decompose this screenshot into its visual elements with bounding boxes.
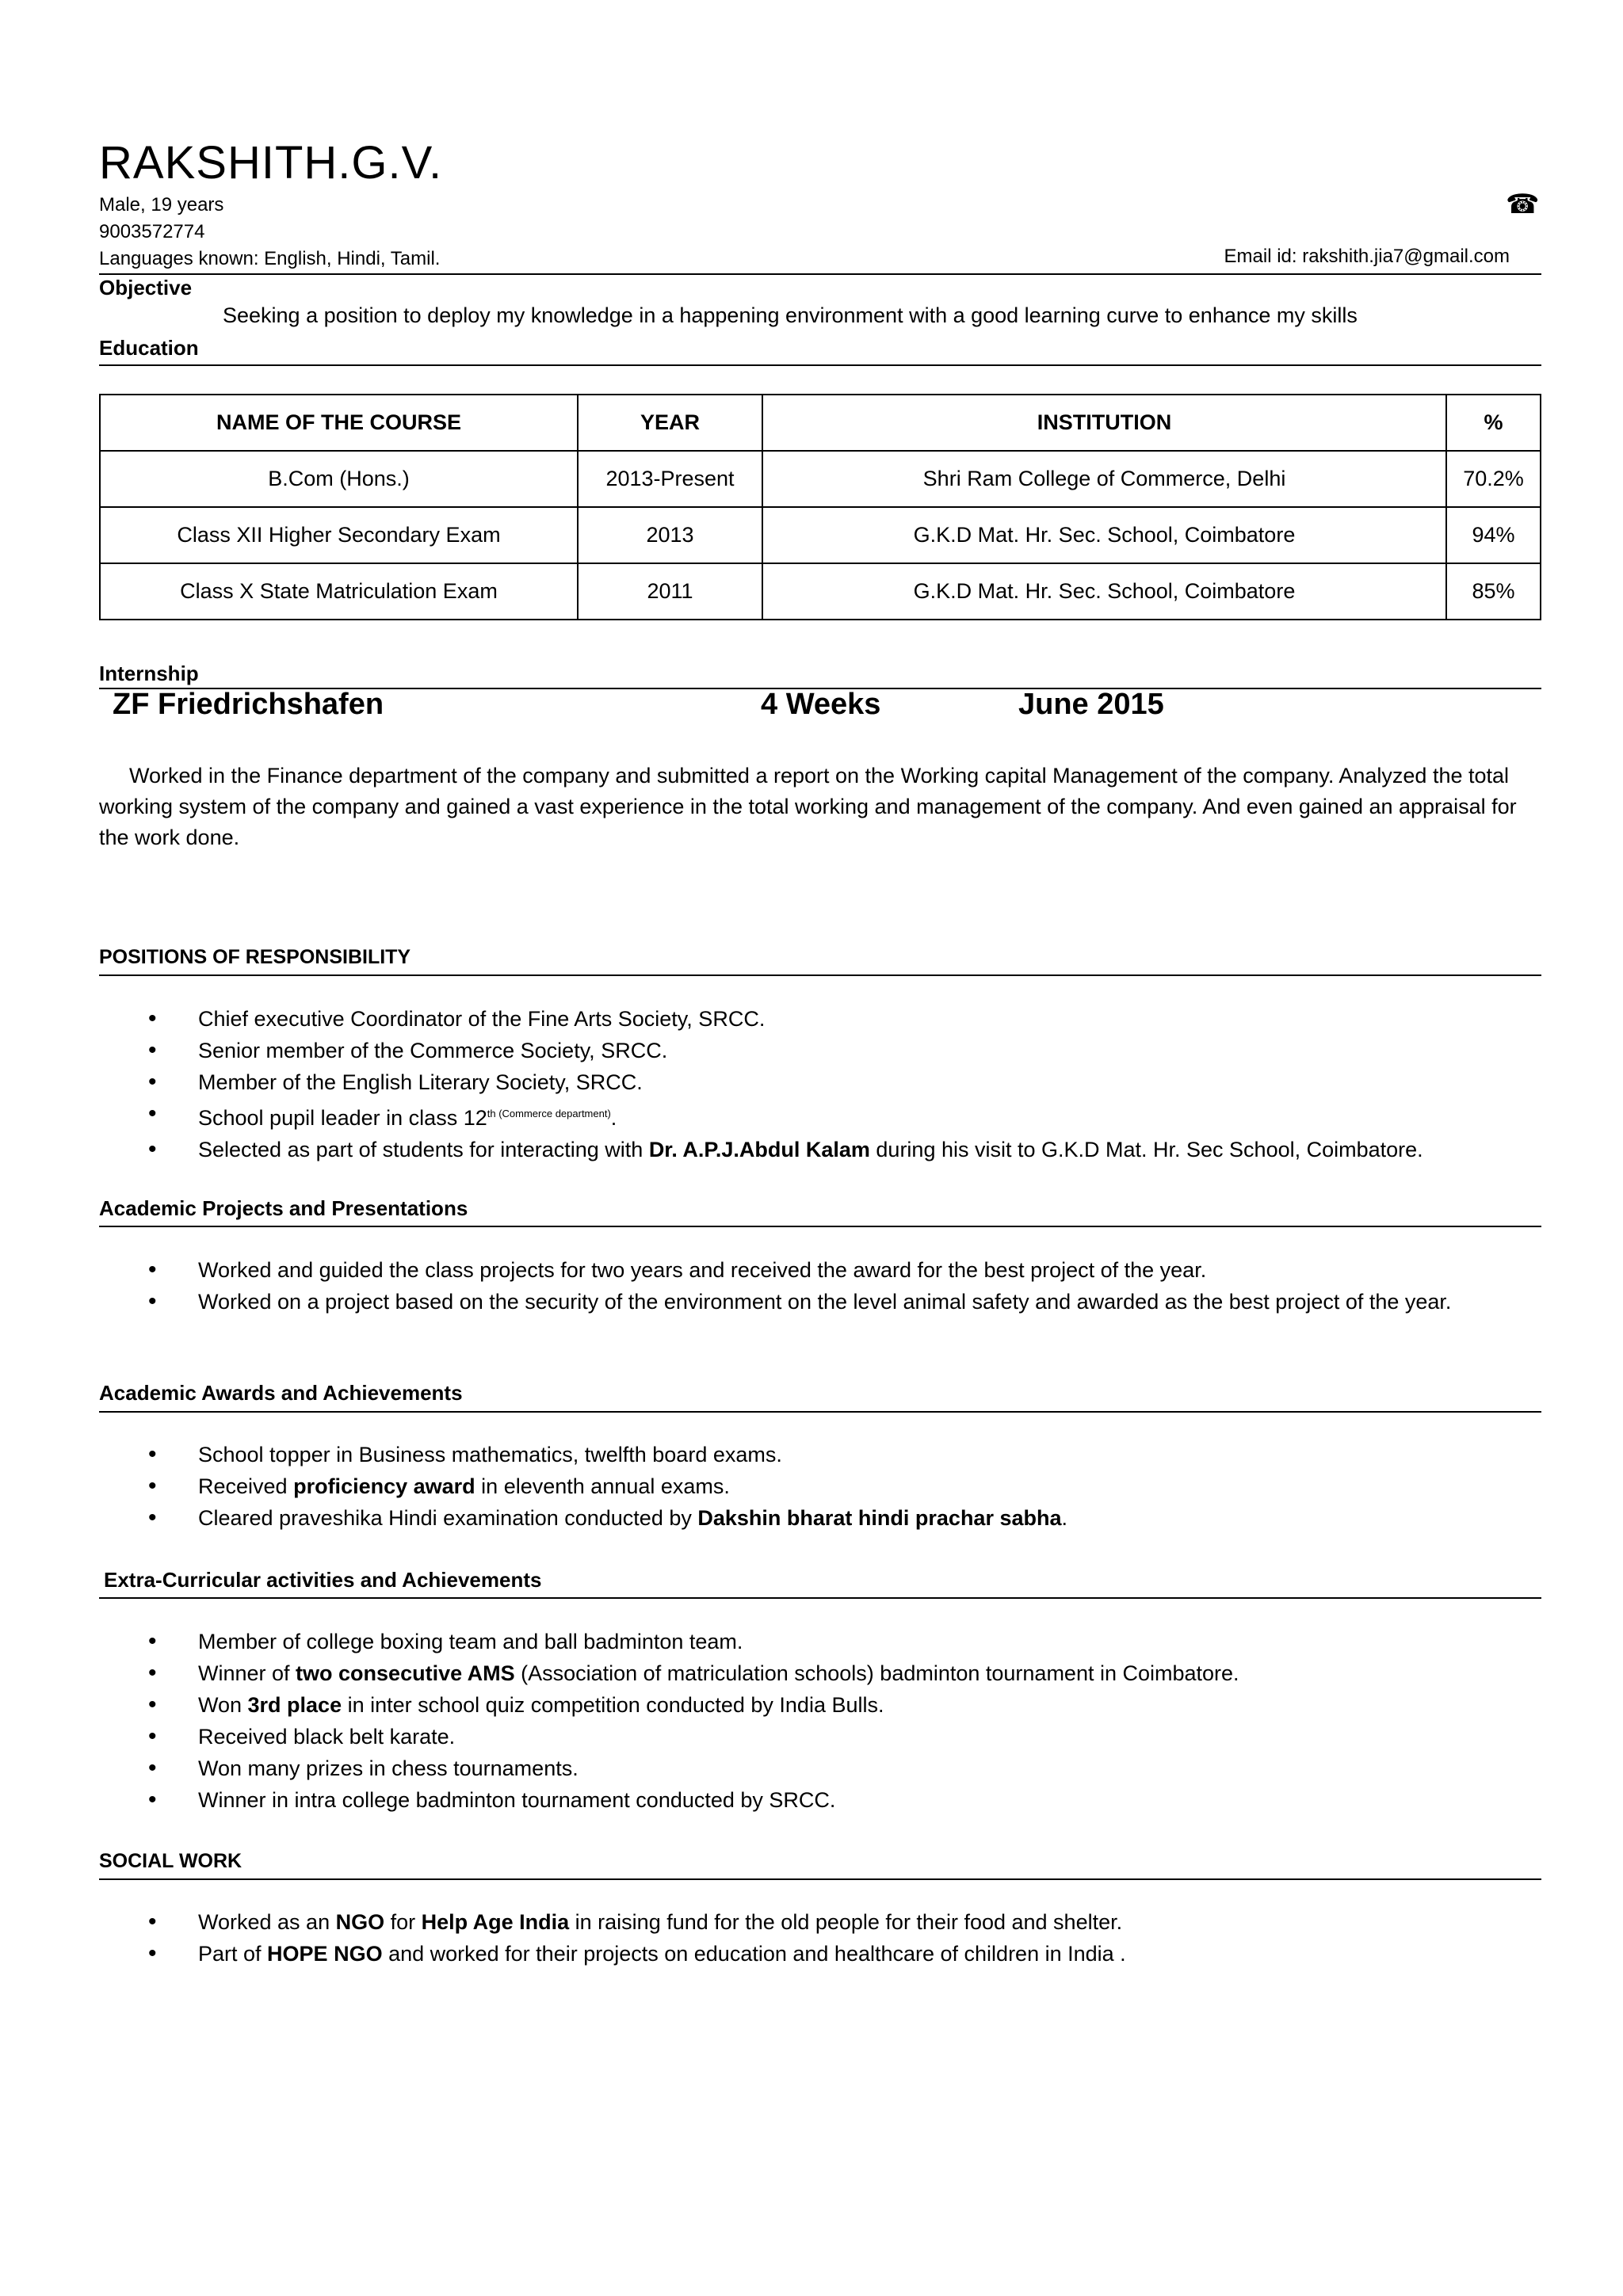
list-item: • Member of the English Literary Society, SRCC. [148,1069,643,1095]
divider [99,1411,1541,1413]
positions-list [99,1003,1533,1165]
phone-number: 9003572774 [99,221,205,242]
objective-heading: Objective [99,276,193,299]
list-item: • School pupil leader in class $12^{th (Commerce department)}$. [148,1100,617,1130]
awards-heading: Academic Awards and Achievements [99,1381,463,1405]
divider [99,974,1541,976]
list-item: • Winner of two consecutive AMS (Association of matriculation schools) badminton tournament in Coimbatore. [148,1660,1239,1686]
list-item: • Won 3rd place in inter school quiz competition conducted by India Bulls. [148,1691,884,1718]
table-cell: G.K.D Mat. Hr. Sec. School, Coimbatore [762,563,1446,620]
list-item: • Selected as part of students for interacting with Dr. A.P.J.Abdul Kalam during his visit to G.K.D Mat. Hr. Sec School, Coimbatore. [148,1136,1423,1162]
internship-description: Worked in the Finance department of the company and submitted a report on the Working capital Management of the company. Analyzed the total working system of the company and gained a vast experience in the total working and management of the company. And even gained an appraisal for the work done. [99,764,1517,849]
list-item: • Worked as an NGO for Help Age India in raising fund for the old people for their food and shelter. [148,1909,1123,1935]
list-item: • Received proficiency award in eleventh annual exams. [148,1473,730,1499]
awards-list [99,1439,1533,1534]
list-item: • Member of college boxing team and ball badminton team. [148,1628,743,1654]
table-cell: 2011 [578,563,762,620]
internship-duration: 4 Weeks [761,688,881,721]
divider [99,1878,1541,1880]
table-cell: 2013 [578,507,762,563]
candidate-name: RAKSHITH.G.V. [99,137,443,189]
extracurricular-list [99,1626,1533,1816]
table-cell: G.K.D Mat. Hr. Sec. School, Coimbatore [762,507,1446,563]
table-cell: 70.2% [1446,451,1541,507]
list-item: • Worked and guided the class projects for two years and received the award for the best project of the year. [148,1257,1207,1283]
gender-age: Male, 19 years [99,194,224,215]
table-row [100,451,1541,507]
internship-heading: Internship [99,662,199,685]
list-item: • School topper in Business mathematics, twelfth board exams. [148,1441,782,1467]
positions-heading: POSITIONS OF RESPONSIBILITY [99,946,411,968]
education-heading: Education [99,336,199,360]
column-header: NAME OF THE COURSE [100,395,578,451]
telephone-icon: ☎ [1506,189,1540,219]
list-item: • Chief executive Coordinator of the Fine Arts Society, SRCC. [148,1005,766,1032]
list-item: • Cleared praveshika Hindi examination conducted by Dakshin bharat hindi prachar sabha. [148,1505,1068,1531]
table-row [100,563,1541,620]
column-header: INSTITUTION [762,395,1446,451]
divider [99,364,1541,366]
divider [99,1226,1541,1227]
education-table [99,394,1541,620]
extracurricular-heading: Extra-Curricular activities and Achievements [104,1568,542,1592]
list-item: • Worked on a project based on the security of the environment on the level animal safety and awarded as the best project of the year. [148,1288,1452,1314]
table-row [100,507,1541,563]
table-cell: B.Com (Hons.) [100,451,578,507]
table-cell: 2013-Present [578,451,762,507]
table-cell: 85% [1446,563,1541,620]
internship-date: June 2015 [1018,688,1164,721]
table-header-row [100,395,1541,451]
table-cell: Class X State Matriculation Exam [100,563,578,620]
table-cell: 94% [1446,507,1541,563]
list-item: • Received black belt karate. [148,1723,456,1749]
languages-known: Languages known: English, Hindi, Tamil. [99,248,441,269]
table-cell: Shri Ram College of Commerce, Delhi [762,451,1446,507]
projects-heading: Academic Projects and Presentations [99,1196,468,1220]
column-header: YEAR [578,395,762,451]
divider [99,1597,1541,1599]
social-work-heading: SOCIAL WORK [99,1850,242,1872]
list-item: • Winner in intra college badminton tournament conducted by SRCC. [148,1787,836,1813]
email-address: Email id: rakshith.jia7@gmail.com [1224,246,1510,267]
column-header: % [1446,395,1541,451]
list-item: • Senior member of the Commerce Society, SRCC. [148,1037,668,1063]
table-cell: Class XII Higher Secondary Exam [100,507,578,563]
projects-list [99,1254,1533,1318]
objective-text: Seeking a position to deploy my knowledge in a happening environment with a good learning curve to enhance my skills [223,303,1358,327]
divider [99,273,1541,275]
internship-company: ZF Friedrichshafen [113,688,384,721]
list-item: • Won many prizes in chess tournaments. [148,1755,579,1781]
social-work-list [99,1906,1533,1970]
list-item: • Part of HOPE NGO and worked for their projects on education and healthcare of children in India . [148,1940,1126,1966]
